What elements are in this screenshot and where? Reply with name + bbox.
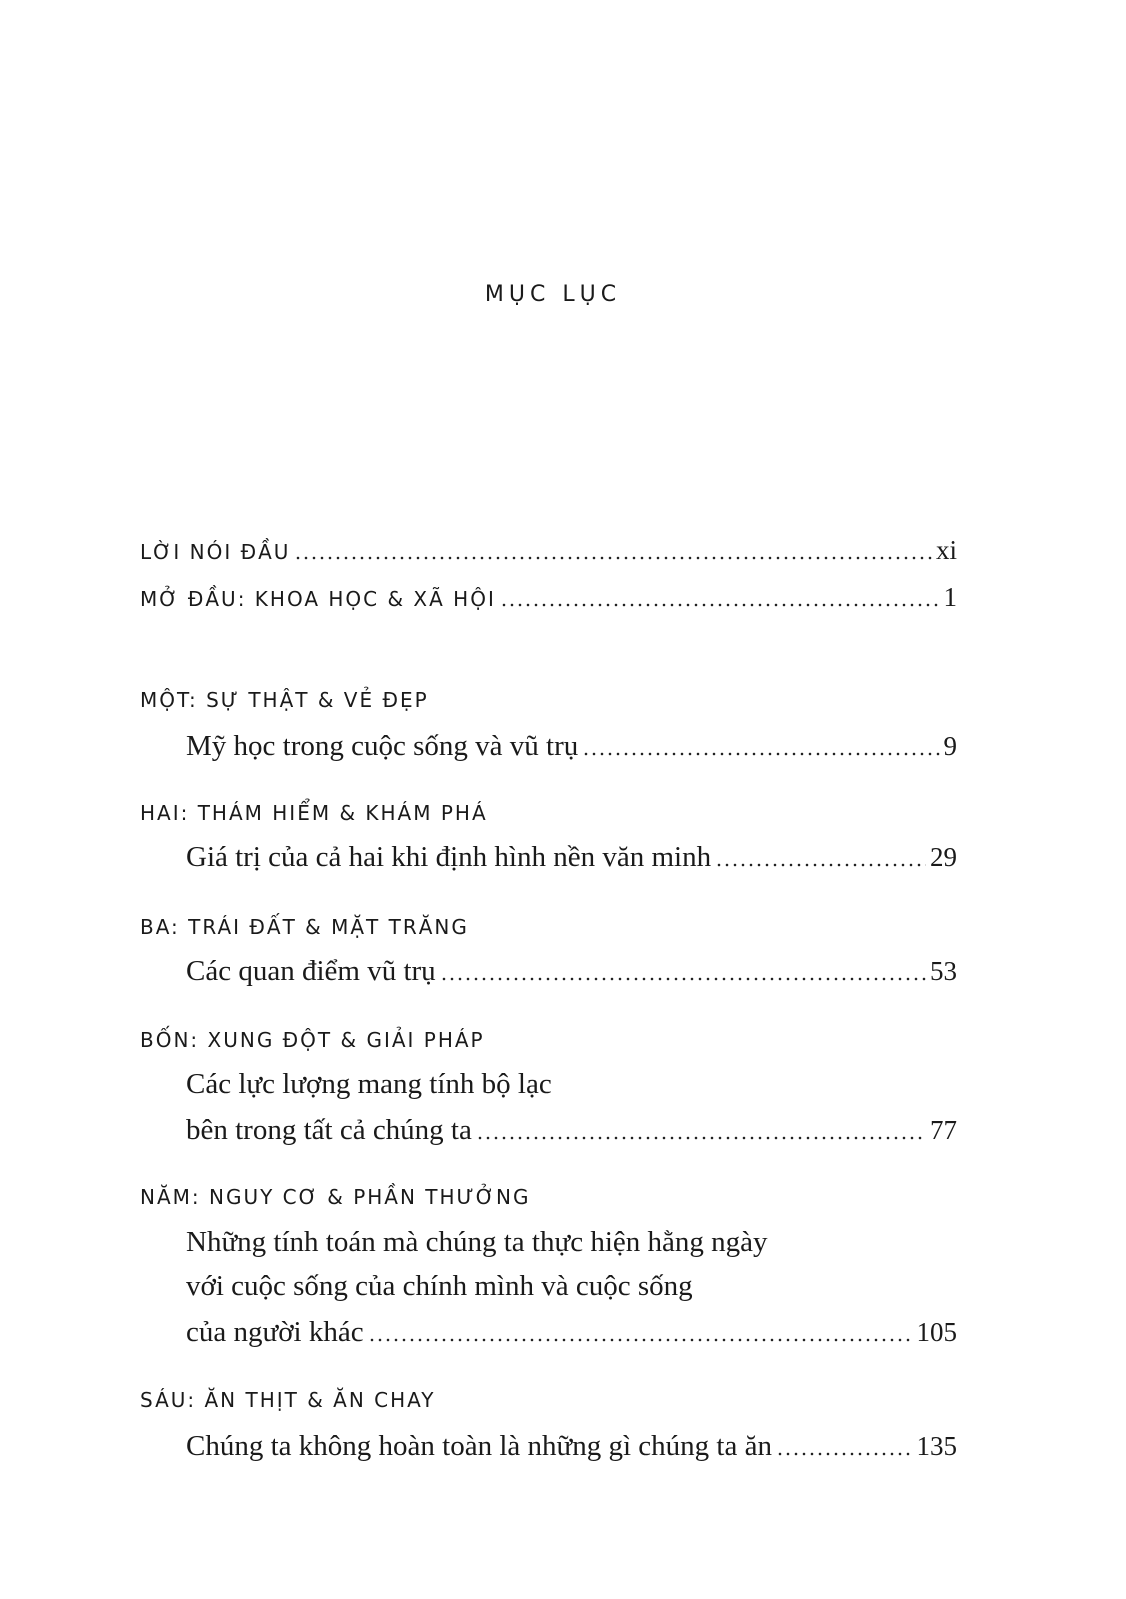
- page-number: 9: [943, 731, 957, 761]
- chapter-heading: BỐN: XUNG ĐỘT & GIẢI PHÁP: [140, 1028, 485, 1052]
- chapter-heading: HAI: THÁM HIỂM & KHÁM PHÁ: [140, 801, 488, 825]
- entry-label: Giá trị của cả hai khi định hình nền văn minh: [186, 841, 712, 873]
- entry-label: Chúng ta không hoàn toàn là những gì chúng ta ăn: [186, 1430, 772, 1462]
- dot-leader: [776, 1452, 913, 1456]
- chapter-heading: SÁU: ĂN THỊT & ĂN CHAY: [140, 1388, 436, 1412]
- chapter-heading: NĂM: NGUY CƠ & PHẦN THƯỞNG: [140, 1185, 531, 1209]
- dot-leader: [582, 752, 939, 756]
- toc-entry-chapter-5[interactable]: [186, 1312, 957, 1352]
- dot-leader: [368, 1338, 913, 1342]
- entry-label: LỜI NÓI ĐẦU: [140, 540, 291, 564]
- entry-label: MỞ ĐẦU: KHOA HỌC & XÃ HỘI: [140, 587, 496, 611]
- entry-line: với cuộc sống của chính mình và cuộc sống: [186, 1270, 693, 1302]
- dot-leader: [476, 1136, 926, 1140]
- page-title: MỤC LỤC: [484, 282, 622, 307]
- page-number: 135: [916, 1431, 957, 1461]
- dot-leader: [715, 863, 926, 867]
- chapter-heading: MỘT: SỰ THẬT & VẺ ĐẸP: [140, 688, 429, 712]
- entry-label: bên trong tất cả chúng ta: [186, 1114, 472, 1146]
- toc-entry-chapter-2[interactable]: [186, 837, 957, 877]
- toc-entry-chapter-4[interactable]: [186, 1110, 957, 1150]
- entry-line: Các lực lượng mang tính bộ lạc: [186, 1068, 552, 1100]
- page-number: 1: [943, 582, 957, 612]
- dot-leader: [440, 977, 926, 981]
- page-number: 53: [930, 956, 957, 986]
- page-number: 29: [930, 842, 957, 872]
- toc-entry-foreword[interactable]: [140, 530, 957, 570]
- toc-entry-chapter-1[interactable]: [186, 726, 957, 766]
- toc-entry-chapter-6[interactable]: [186, 1426, 957, 1466]
- dot-leader: [500, 603, 940, 607]
- page-number: 105: [916, 1317, 957, 1347]
- entry-label: của người khác: [186, 1316, 364, 1348]
- page-number: 77: [930, 1115, 957, 1145]
- page-number: xi: [935, 535, 957, 565]
- dot-leader: [294, 556, 932, 560]
- entry-label: Mỹ học trong cuộc sống và vũ trụ: [186, 730, 579, 762]
- chapter-heading: BA: TRÁI ĐẤT & MẶT TRĂNG: [140, 915, 469, 939]
- toc-entry-intro[interactable]: [140, 577, 957, 617]
- entry-label: Các quan điểm vũ trụ: [186, 955, 436, 987]
- entry-line: Những tính toán mà chúng ta thực hiện hằng ngày: [186, 1226, 768, 1258]
- toc-entry-chapter-3[interactable]: [186, 951, 957, 991]
